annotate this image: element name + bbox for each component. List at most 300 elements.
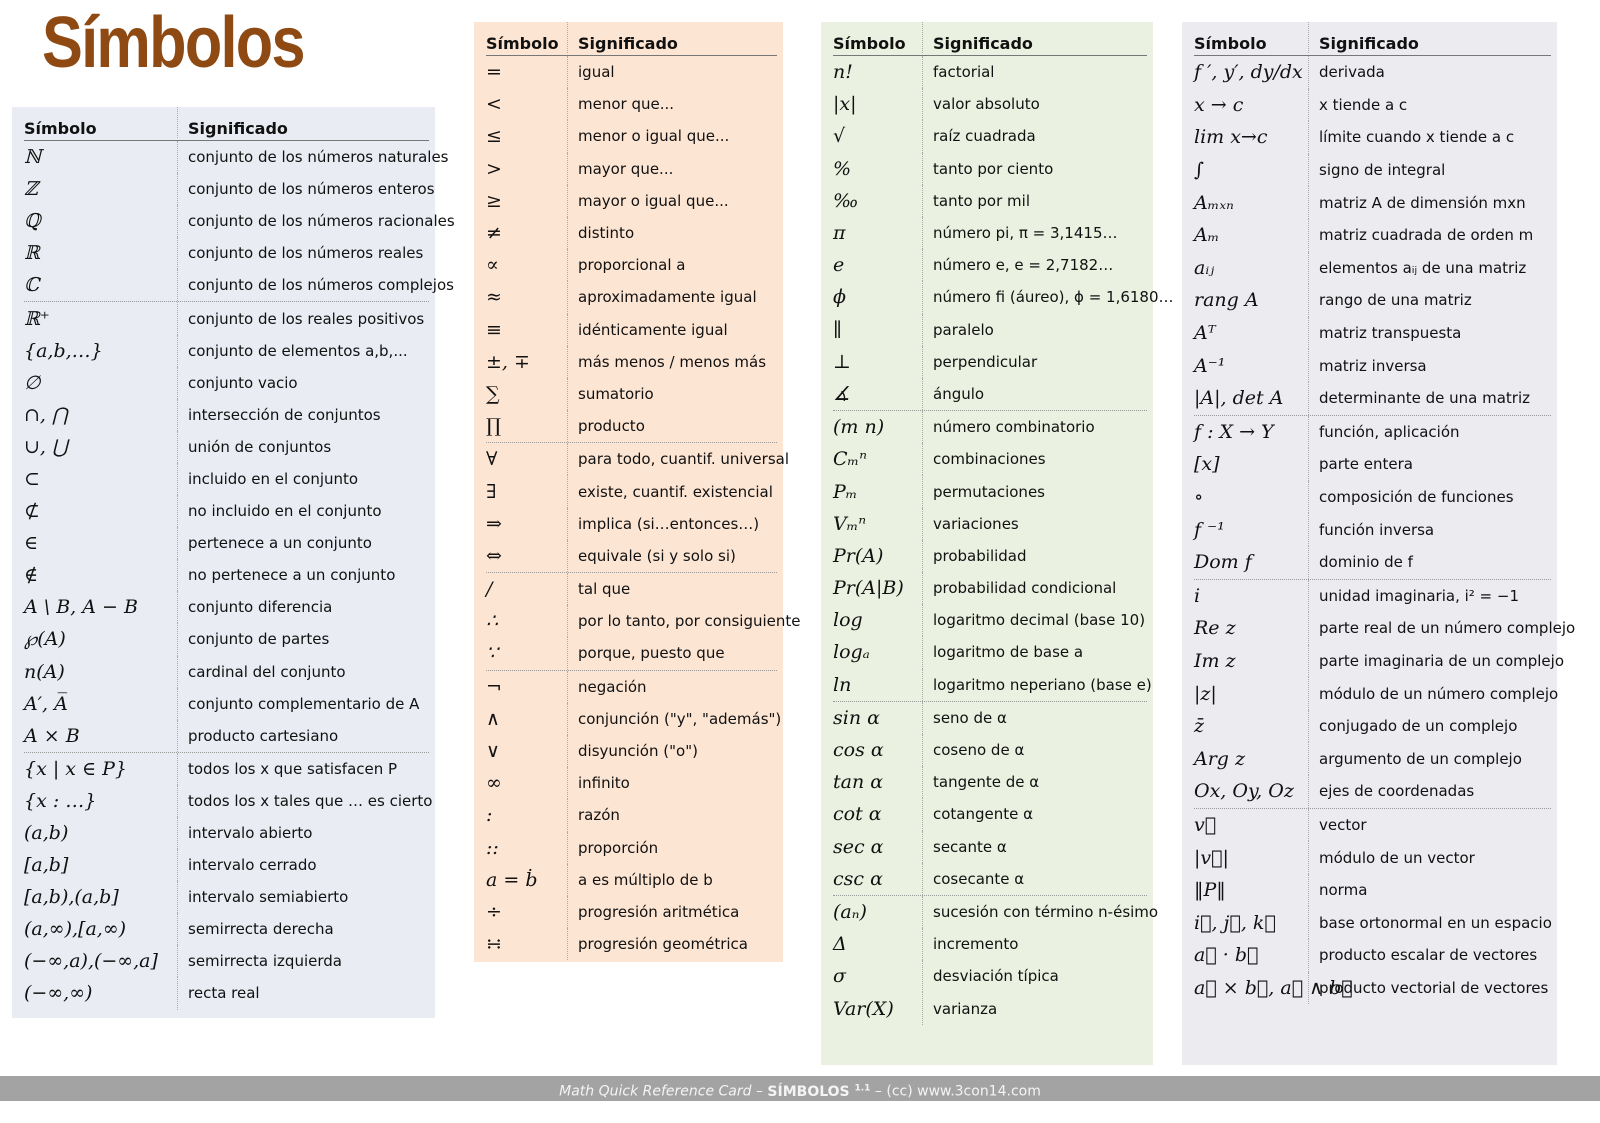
table-row xyxy=(833,702,1147,734)
meaning: intersección de conjuntos xyxy=(188,405,381,424)
symbol: ⊂ xyxy=(24,463,178,495)
symbol: rang A xyxy=(1194,284,1309,317)
symbol: √ xyxy=(833,120,923,152)
header-symbol: Símbolo xyxy=(486,22,568,53)
table-row xyxy=(1194,580,1551,613)
symbol: ℘(A) xyxy=(24,623,178,655)
table-row xyxy=(486,281,777,313)
symbol: Cₘⁿ xyxy=(833,443,923,475)
table-row xyxy=(1194,89,1551,122)
meaning: aproximadamente igual xyxy=(578,288,757,307)
meaning: combinaciones xyxy=(933,450,1046,469)
row-group xyxy=(486,442,789,572)
row-group xyxy=(24,752,433,1010)
meaning: función, aplicación xyxy=(1319,422,1460,441)
table-header xyxy=(1194,22,1551,56)
symbols-table-sets xyxy=(12,107,455,1018)
symbol: (aₙ) xyxy=(833,896,923,928)
symbol: ∏ xyxy=(486,410,568,442)
table-row xyxy=(486,346,777,378)
meaning: matriz inversa xyxy=(1319,356,1427,375)
table-row xyxy=(24,623,429,655)
meaning: parte imaginaria de un complejo xyxy=(1319,651,1565,670)
table-row xyxy=(833,88,1147,120)
table-row xyxy=(24,141,449,173)
row-group xyxy=(24,141,455,301)
symbol: ±, ∓ xyxy=(486,346,568,378)
meaning: unidad imaginaria, i² = −1 xyxy=(1319,586,1520,605)
symbol: csc α xyxy=(833,863,923,895)
table-row xyxy=(833,475,1147,507)
table-row xyxy=(833,734,1147,766)
symbol: [a,b),(a,b] xyxy=(24,881,178,913)
symbol: Im z xyxy=(1194,645,1309,678)
symbol: z̄ xyxy=(1194,710,1309,743)
symbol: aᵢⱼ xyxy=(1194,252,1309,285)
table-row xyxy=(1194,121,1551,154)
symbol: ≈ xyxy=(486,281,568,313)
meaning: intervalo semiabierto xyxy=(188,888,349,907)
symbol: [x] xyxy=(1194,448,1309,481)
header-meaning: Significado xyxy=(933,34,1033,53)
symbol: ∀ xyxy=(486,443,568,475)
symbols-table-calculus xyxy=(1182,22,1576,1065)
table-row xyxy=(1194,972,1551,1005)
meaning: perpendicular xyxy=(933,352,1038,371)
meaning: recta real xyxy=(188,984,260,1003)
table-row xyxy=(24,269,454,301)
symbol: ∈ xyxy=(24,527,178,559)
table-row xyxy=(1194,186,1551,219)
symbol: ℕ xyxy=(24,141,178,173)
meaning: sumatorio xyxy=(578,384,654,403)
symbol: Arg z xyxy=(1194,742,1309,775)
table-row xyxy=(486,314,777,346)
row-group xyxy=(486,56,777,442)
symbol: Dom f xyxy=(1194,546,1309,579)
symbol: : xyxy=(486,799,568,831)
symbol: i xyxy=(1194,580,1309,613)
meaning: conjunto de elementos a,b,... xyxy=(188,341,408,360)
symbol: ∞ xyxy=(486,767,568,799)
meaning: menor que... xyxy=(578,95,675,114)
meaning: semirrecta derecha xyxy=(188,920,334,939)
table-row xyxy=(833,540,1147,572)
symbol: |v⃗| xyxy=(1194,841,1309,874)
symbol: ∵ xyxy=(486,637,568,669)
meaning: equivale (si y solo si) xyxy=(578,546,736,565)
table-row xyxy=(833,314,1147,346)
meaning: logaritmo de base a xyxy=(933,643,1084,662)
symbol: A′, A̅ xyxy=(24,688,178,720)
table-row xyxy=(1194,906,1551,939)
meaning: tal que xyxy=(578,580,631,599)
page-title: Símbolos xyxy=(42,3,304,83)
table-header xyxy=(24,107,429,141)
symbol: v⃗ xyxy=(1194,809,1309,842)
meaning: vector xyxy=(1319,815,1367,834)
table-row xyxy=(486,508,777,540)
meaning: ejes de coordenadas xyxy=(1319,782,1475,801)
symbol: |z| xyxy=(1194,677,1309,710)
symbol: ⇒ xyxy=(486,508,568,540)
table-row xyxy=(1194,939,1551,972)
table-row xyxy=(833,863,1147,895)
symbol: ⊥ xyxy=(833,346,923,378)
table-row xyxy=(833,636,1147,668)
symbol: Aᵀ xyxy=(1194,317,1309,350)
symbol: A \ B, A − B xyxy=(24,591,178,623)
table-row xyxy=(833,928,1147,960)
footer-site: (cc) www.3con14.com xyxy=(886,1083,1041,1100)
meaning: cosecante α xyxy=(933,869,1025,888)
meaning: matriz A de dimensión mxn xyxy=(1319,193,1526,212)
symbol: Aₘ xyxy=(1194,219,1309,252)
footer xyxy=(0,1076,1600,1101)
symbol: ⊄ xyxy=(24,495,178,527)
meaning: varianza xyxy=(933,999,998,1018)
table-row xyxy=(486,217,777,249)
meaning: incremento xyxy=(933,935,1019,954)
meaning: igual xyxy=(578,63,615,82)
symbol: sec α xyxy=(833,831,923,863)
table-row xyxy=(486,637,777,669)
symbol: (a,∞),[a,∞) xyxy=(24,913,178,945)
table-row xyxy=(24,785,433,817)
table-row xyxy=(24,495,429,527)
footer-card: Math Quick Reference Card – xyxy=(559,1083,763,1100)
meaning: conjunto de los números naturales xyxy=(188,148,449,167)
meaning: variaciones xyxy=(933,514,1019,533)
row-group xyxy=(833,895,1159,1025)
meaning: conjunto de los números complejos xyxy=(188,276,454,295)
symbol: ⇔ xyxy=(486,540,568,572)
meaning: infinito xyxy=(578,774,630,793)
meaning: paralelo xyxy=(933,320,994,339)
table-row xyxy=(1194,448,1551,481)
table-row xyxy=(486,185,777,217)
header-meaning: Significado xyxy=(1319,34,1419,53)
table-row xyxy=(486,671,777,703)
symbol: ∨ xyxy=(486,735,568,767)
symbol: ∫ xyxy=(1194,154,1309,187)
table-row xyxy=(486,928,777,960)
table-row xyxy=(486,832,777,864)
symbol: cos α xyxy=(833,734,923,766)
meaning: incluido en el conjunto xyxy=(188,469,359,488)
table-row xyxy=(486,864,777,896)
meaning: progresión aritmética xyxy=(578,902,740,921)
symbol: ∺ xyxy=(486,928,568,960)
meaning: permutaciones xyxy=(933,482,1045,501)
table-row xyxy=(24,237,429,269)
meaning: módulo de un vector xyxy=(1319,848,1475,867)
table-row xyxy=(486,540,777,572)
table-row xyxy=(24,399,429,431)
symbol: Var(X) xyxy=(833,992,923,1024)
table-row xyxy=(833,185,1147,217)
meaning: idénticamente igual xyxy=(578,320,728,339)
meaning: número combinatorio xyxy=(933,418,1095,437)
symbol: ℤ xyxy=(24,173,178,205)
table-header xyxy=(833,22,1147,56)
symbol: a⃗ · b⃗ xyxy=(1194,939,1309,972)
table-row xyxy=(486,88,777,120)
table-row xyxy=(1194,284,1551,317)
symbols-table-relations xyxy=(474,22,801,962)
meaning: composición de funciones xyxy=(1319,488,1514,507)
meaning: raíz cuadrada xyxy=(933,127,1036,146)
meaning: determinante de una matriz xyxy=(1319,389,1531,408)
meaning: todos los x que satisfacen P xyxy=(188,759,398,778)
meaning: límite cuando x tiende a c xyxy=(1319,128,1515,147)
header-meaning: Significado xyxy=(578,34,678,53)
table-row xyxy=(1194,677,1559,710)
table-row xyxy=(1194,416,1551,449)
symbol: ∥ xyxy=(833,314,923,346)
symbol: ℂ xyxy=(24,269,178,301)
meaning: módulo de un número complejo xyxy=(1319,684,1559,703)
meaning: sucesión con término n-ésimo xyxy=(933,902,1159,921)
symbol: (m n) xyxy=(833,411,923,443)
row-group xyxy=(1194,56,1551,415)
meaning: argumento de un complejo xyxy=(1319,749,1522,768)
symbol: (−∞,∞) xyxy=(24,977,178,1009)
table-row xyxy=(24,881,429,913)
meaning: negación xyxy=(578,677,647,696)
meaning: coseno de α xyxy=(933,741,1025,760)
meaning: conjunto complementario de A xyxy=(188,694,420,713)
meaning: parte entera xyxy=(1319,455,1413,474)
meaning: para todo, cuantif. universal xyxy=(578,450,789,469)
symbol: ∩, ⋂ xyxy=(24,399,178,431)
table-row xyxy=(24,817,429,849)
symbol: (a,b) xyxy=(24,817,178,849)
meaning: producto escalar de vectores xyxy=(1319,946,1538,965)
symbols-table-functions xyxy=(821,22,1174,1065)
meaning: número pi, π = 3,1415… xyxy=(933,224,1118,243)
table-row xyxy=(486,735,777,767)
table-row xyxy=(486,573,777,605)
meaning: conjunto de los números reales xyxy=(188,244,424,263)
table-row xyxy=(24,527,429,559)
symbol: lim x→c xyxy=(1194,121,1309,154)
symbol: π xyxy=(833,217,923,249)
meaning: producto cartesiano xyxy=(188,726,339,745)
meaning: mayor o igual que... xyxy=(578,191,729,210)
table-row xyxy=(486,443,789,475)
meaning: distinto xyxy=(578,224,635,243)
table-row xyxy=(1194,775,1551,808)
table-row xyxy=(486,703,782,735)
symbol: ∡ xyxy=(833,378,923,410)
symbol: Pr(A) xyxy=(833,540,923,572)
symbol: cot α xyxy=(833,798,923,830)
symbol: logₐ xyxy=(833,636,923,668)
table-row xyxy=(1194,742,1551,775)
row-group xyxy=(1194,808,1551,1005)
meaning: razón xyxy=(578,806,620,825)
meaning: conjunto de los reales positivos xyxy=(188,309,425,328)
table-row xyxy=(486,120,777,152)
footer-version: 1.1 xyxy=(854,1083,871,1093)
table-row xyxy=(1194,841,1551,874)
symbol: ∘ xyxy=(1194,481,1309,514)
table-row xyxy=(486,378,777,410)
meaning: producto vectorial de vectores xyxy=(1319,978,1549,997)
meaning: norma xyxy=(1319,881,1368,900)
meaning: todos los x tales que … es cierto xyxy=(188,791,433,810)
symbol: ≠ xyxy=(486,217,568,249)
meaning: existe, cuantif. existencial xyxy=(578,482,773,501)
symbol: > xyxy=(486,153,568,185)
meaning: conjunto vacio xyxy=(188,373,298,392)
meaning: cardinal del conjunto xyxy=(188,662,346,681)
table-row xyxy=(1194,513,1551,546)
meaning: rango de una matriz xyxy=(1319,291,1472,310)
meaning: intervalo abierto xyxy=(188,824,313,843)
meaning: conjunto diferencia xyxy=(188,598,333,617)
row-group xyxy=(833,701,1147,895)
meaning: factorial xyxy=(933,63,995,82)
meaning: proporción xyxy=(578,838,659,857)
meaning: x tiende a c xyxy=(1319,95,1408,114)
row-group xyxy=(24,301,429,751)
table-row xyxy=(24,977,429,1009)
symbol: :: xyxy=(486,832,568,864)
table-row xyxy=(833,766,1147,798)
meaning: conjunto de los números enteros xyxy=(188,180,435,199)
symbol: Aₘₓₙ xyxy=(1194,186,1309,219)
symbol: |A|, det A xyxy=(1194,382,1309,415)
meaning: tangente de α xyxy=(933,773,1040,792)
symbol: f ′, y′, dy/dx xyxy=(1194,56,1309,89)
table-row xyxy=(833,378,1147,410)
meaning: semirrecta izquierda xyxy=(188,952,342,971)
meaning: no incluido en el conjunto xyxy=(188,502,382,521)
table-row xyxy=(486,56,777,88)
row-group xyxy=(833,56,1174,410)
table-row xyxy=(486,767,777,799)
meaning: ángulo xyxy=(933,384,985,403)
symbol: n! xyxy=(833,56,923,88)
symbol: a⃗ × b⃗, a⃗ ∧ b⃗ xyxy=(1194,972,1309,1005)
symbol: ≡ xyxy=(486,314,568,346)
meaning: a es múltiplo de b xyxy=(578,870,713,889)
table-row xyxy=(833,896,1159,928)
row-group xyxy=(1194,415,1551,579)
meaning: probabilidad xyxy=(933,546,1027,565)
meaning: mayor que... xyxy=(578,159,674,178)
header-symbol: Símbolo xyxy=(24,107,178,138)
table-row xyxy=(486,475,777,507)
meaning: número e, e = 2,7182… xyxy=(933,256,1114,275)
symbol: ∃ xyxy=(486,475,568,507)
symbol: ∝ xyxy=(486,249,568,281)
meaning: secante α xyxy=(933,837,1007,856)
table-row xyxy=(833,281,1174,313)
symbol: ≤ xyxy=(486,120,568,152)
table-row xyxy=(486,410,777,442)
table-row xyxy=(24,335,429,367)
table-row xyxy=(1194,219,1551,252)
table-row xyxy=(24,463,429,495)
table-row xyxy=(833,346,1147,378)
meaning: valor absoluto xyxy=(933,95,1040,114)
table-row xyxy=(1194,546,1551,579)
meaning: menor o igual que... xyxy=(578,127,730,146)
table-row xyxy=(1194,382,1551,415)
meaning: parte real de un número complejo xyxy=(1319,619,1576,638)
meaning: matriz transpuesta xyxy=(1319,324,1462,343)
table-row xyxy=(833,411,1147,443)
table-row xyxy=(1194,317,1551,350)
table-row xyxy=(833,56,1147,88)
row-group xyxy=(1194,579,1576,808)
symbol: |x| xyxy=(833,88,923,120)
table-row xyxy=(833,508,1147,540)
meaning: disyunción ("o") xyxy=(578,742,698,761)
meaning: seno de α xyxy=(933,708,1007,727)
symbol: n(A) xyxy=(24,656,178,688)
meaning: base ortonormal en un espacio xyxy=(1319,913,1552,932)
table-row xyxy=(1194,252,1551,285)
table-row xyxy=(1194,874,1551,907)
table-row xyxy=(486,799,777,831)
table-row xyxy=(833,798,1147,830)
table-row xyxy=(1194,349,1551,382)
table-row xyxy=(24,849,429,881)
symbol: sin α xyxy=(833,702,923,734)
symbol: ≥ xyxy=(486,185,568,217)
meaning: proporcional a xyxy=(578,256,686,275)
meaning: conjunto de partes xyxy=(188,630,330,649)
table-row xyxy=(1194,809,1551,842)
table-row xyxy=(833,249,1147,281)
meaning: conjunción ("y", "además") xyxy=(578,709,782,728)
symbol: Vₘⁿ xyxy=(833,508,923,540)
header-symbol: Símbolo xyxy=(833,22,923,53)
footer-sep: – xyxy=(874,1083,882,1100)
symbol: Re z xyxy=(1194,612,1309,645)
table-row xyxy=(24,945,429,977)
symbol: Pₘ xyxy=(833,475,923,507)
symbol: ℝ⁺ xyxy=(24,302,178,334)
table-row xyxy=(24,656,429,688)
table-row xyxy=(833,669,1152,701)
table-row xyxy=(833,960,1147,992)
table-row xyxy=(486,249,777,281)
symbol: tan α xyxy=(833,766,923,798)
symbol: {a,b,…} xyxy=(24,335,178,367)
meaning: logaritmo neperiano (base e) xyxy=(933,675,1152,694)
symbol: e xyxy=(833,249,923,281)
symbol: Ox, Oy, Oz xyxy=(1194,775,1309,808)
symbol: a = ḃ xyxy=(486,864,568,896)
meaning: probabilidad condicional xyxy=(933,579,1117,598)
meaning: signo de integral xyxy=(1319,161,1446,180)
meaning: progresión geométrica xyxy=(578,935,748,954)
table-row xyxy=(833,992,1147,1024)
meaning: producto xyxy=(578,417,645,436)
meaning: unión de conjuntos xyxy=(188,437,332,456)
table-row xyxy=(486,605,801,637)
symbol: ∧ xyxy=(486,703,568,735)
meaning: implica (si…entonces…) xyxy=(578,514,760,533)
symbol: ∉ xyxy=(24,559,178,591)
symbol: i⃗, j⃗, k⃗ xyxy=(1194,906,1309,939)
symbol: % xyxy=(833,153,923,185)
